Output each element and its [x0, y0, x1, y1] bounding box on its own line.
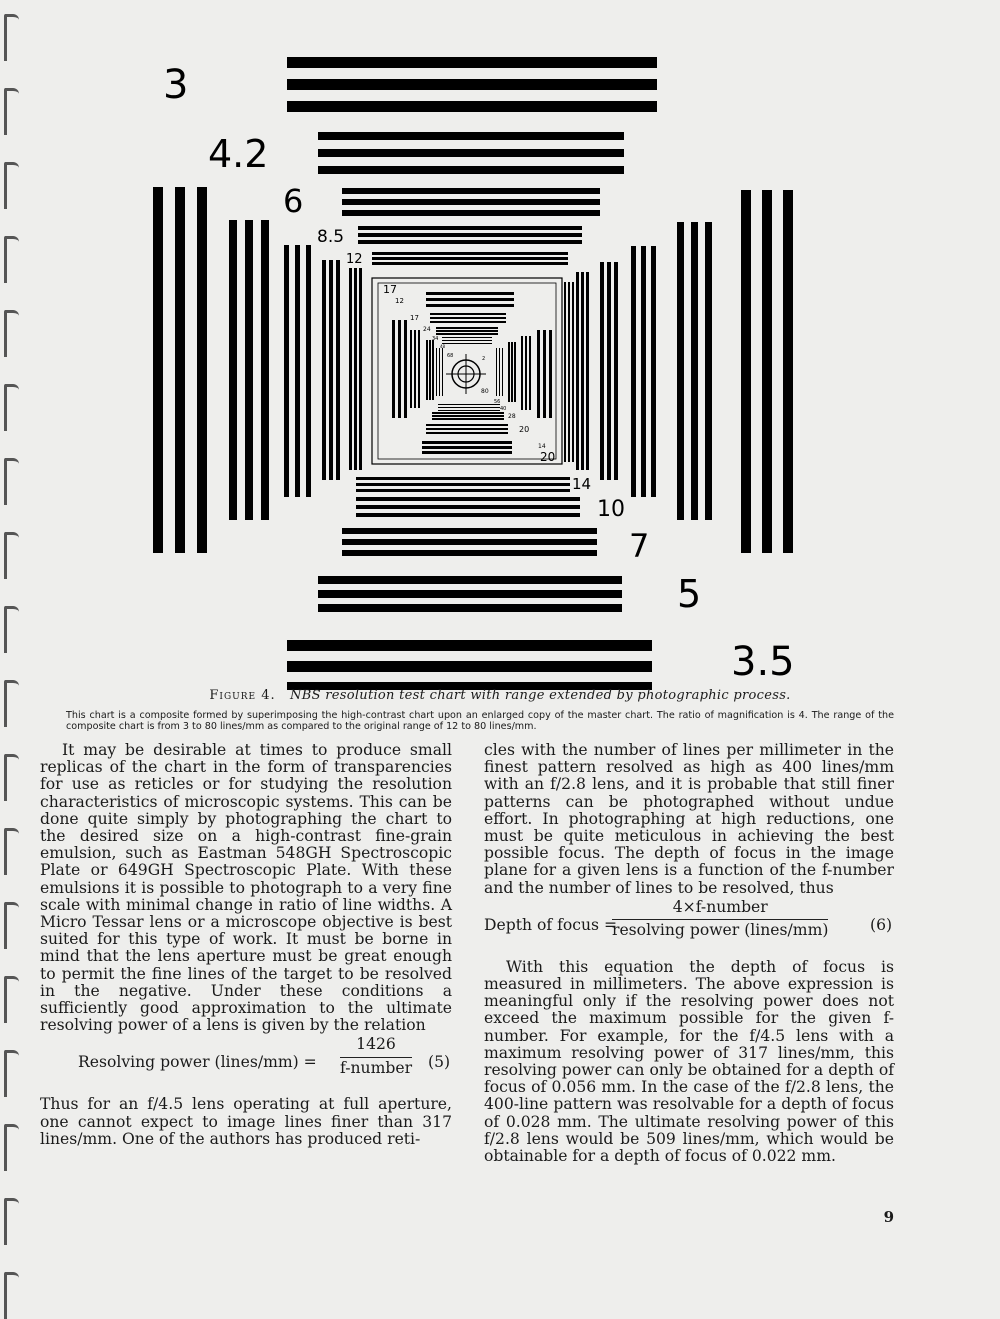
inner-vbar-group-right-34 [508, 342, 510, 402]
inner-vbar-group-left-34 [426, 340, 428, 400]
vbar-group-left-12 [349, 268, 352, 470]
bar-group-5 [318, 590, 622, 598]
bar-group-12 [372, 262, 568, 265]
bar-group-3 [287, 101, 657, 112]
vbar-group-left-4-2 [261, 220, 269, 520]
inner-bar-group-17 [426, 298, 514, 301]
inner-vbar-group-left-24 [418, 330, 420, 408]
binding-ring [4, 754, 19, 801]
bar-group-7 [342, 539, 597, 545]
inner-label-24: 24 [423, 326, 431, 333]
inner-bar-group-14 [422, 451, 512, 454]
inner-bar-group-48 [442, 343, 492, 344]
inner-bar-group-24 [430, 317, 506, 319]
chart-label-5: 5 [677, 572, 702, 616]
bar-group-12 [372, 257, 568, 260]
bar-group-7 [342, 528, 597, 534]
binding-ring [4, 1124, 19, 1171]
inner-bar-group-34 [436, 327, 498, 329]
binding-ring [4, 902, 19, 949]
inner-bar-group-20 [426, 424, 508, 426]
vbar-group-left-12 [359, 268, 362, 470]
inner-label-28: 28 [508, 413, 516, 420]
inner-label-48: 48 [440, 344, 446, 349]
page-number: 9 [883, 1208, 894, 1226]
inner-vbar-group-right-48 [502, 348, 503, 396]
equation-fraction [612, 897, 828, 939]
equation-numerator: 1426 [340, 1034, 412, 1057]
vbar-group-right-5 [705, 222, 712, 520]
inner-bar-group-17 [426, 304, 514, 307]
equation-lhs: Depth of focus = [484, 915, 618, 934]
bar-group-10 [356, 505, 580, 509]
vbar-group-left-8-5 [322, 260, 326, 480]
inner-vbar-group-right-17 [549, 330, 552, 418]
inner-bar-group-28 [432, 412, 504, 414]
equation-denominator: f-number [340, 1058, 413, 1077]
inner-bar-group-24 [430, 321, 506, 323]
binding-ring [4, 976, 19, 1023]
inner-label-17: 17 [383, 283, 397, 296]
bar-group-8-5 [358, 226, 582, 230]
inner-label-20: 20 [519, 425, 530, 434]
inner-vbar-group-right-17 [537, 330, 540, 418]
bar-group-4-2 [318, 166, 624, 174]
inner-vbar-group-right-34 [514, 342, 516, 402]
inner-label-14: 14 [538, 443, 546, 450]
equation-lhs: Resolving power (lines/mm) = [78, 1053, 317, 1072]
bar-group-3-5 [287, 661, 652, 672]
inner-label-40: 40 [500, 406, 507, 412]
inner-vbar-group-right-34 [511, 342, 513, 402]
chart-label-8-5: 8.5 [317, 227, 345, 247]
chart-label-12: 12 [346, 252, 363, 267]
chart-label-7: 7 [629, 527, 650, 565]
figure-title: NBS resolution test chart with range extended by photographic process. [290, 688, 791, 703]
vbar-group-right-10 [614, 262, 618, 480]
vbar-group-left-4-2 [245, 220, 253, 520]
inner-vbar-group-left-17 [398, 320, 401, 418]
body-paragraph: Thus for an f/4.5 lens operating at full aperture, one cannot expect to image lines finer than 317 lines/mm. One of the authors has produced reti- [40, 1095, 452, 1148]
bar-group-3-5 [287, 640, 652, 651]
body-paragraph: cles with the number of lines per millimeter in the finest pattern resolved as high as 400 lines/mm with an f/2.8 lens, and it is probable that still finer patterns can be photographed without undue effort. In photographing at high reductions, one must be quite meticulous in achieving the best possible focus. The depth of focus in the image plane for a given lens is a function of the f-number and the number of lines to be resolved, thus [484, 741, 894, 897]
inner-vbar-group-left-34 [429, 340, 431, 400]
inner-bar-group-20 [426, 428, 508, 430]
inner-label-20b: 20 [540, 450, 556, 464]
equation-number: (5) [428, 1053, 451, 1072]
vbar-group-right-20 [568, 282, 570, 462]
bar-group-8-5 [358, 233, 582, 237]
vbar-group-right-10 [600, 262, 604, 480]
inner-label-34: 34 [432, 336, 439, 342]
vbar-group-right-7 [631, 246, 636, 497]
vbar-group-left-8-5 [329, 260, 333, 480]
inner-label-2: 2 [482, 356, 486, 362]
inner-vbar-group-right-17 [543, 330, 546, 418]
bar-group-4-2 [318, 149, 624, 157]
bar-group-14 [356, 483, 570, 486]
binding-ring [4, 1050, 19, 1097]
inner-vbar-group-right-24 [525, 336, 527, 410]
left-column [40, 742, 452, 1148]
inner-vbar-group-right-24 [529, 336, 531, 410]
vbar-group-right-3-5 [741, 190, 751, 553]
vbar-group-right-10 [607, 262, 611, 480]
figure-caption [60, 688, 940, 703]
inner-bar-group-40 [438, 407, 500, 408]
figure-label: Figure 4. [209, 688, 276, 703]
bar-group-3 [287, 79, 657, 90]
figure-note: This chart is a composite formed by superimposing the high-contrast chart upon an enlarged copy of the master chart. The ratio of magnification is 4. The range of the composite chart is from 3 to 80 lines/mm as compared to the original range of 12 to 80 lines/mm. [66, 710, 894, 732]
inner-label-80: 80 [481, 388, 489, 395]
inner-vbar-group-left-48 [442, 348, 443, 396]
inner-label-56: 56 [494, 399, 501, 405]
equation-number: (6) [870, 915, 893, 934]
inner-label-12: 12 [395, 297, 404, 305]
bar-group-6 [342, 199, 600, 205]
chart-label-14: 14 [572, 475, 592, 493]
bar-group-10 [356, 497, 580, 501]
vbar-group-left-12 [354, 268, 357, 470]
binding-ring [4, 1272, 19, 1319]
equation-fraction [340, 1034, 412, 1076]
inner-bar-group-20 [426, 432, 508, 434]
vbar-group-left-3 [153, 187, 163, 553]
vbar-group-left-6 [306, 245, 311, 497]
inner-bar-group-48 [442, 340, 492, 341]
inner-bar-group-17 [426, 292, 514, 295]
inner-bar-group-34 [436, 333, 498, 335]
equation-numerator: 4×f-number [612, 897, 828, 920]
bar-group-14 [356, 489, 570, 492]
vbar-group-right-5 [677, 222, 684, 520]
inner-vbar-group-right-48 [496, 348, 497, 396]
vbar-group-right-20 [572, 282, 574, 462]
bar-group-8-5 [358, 240, 582, 244]
inner-bar-group-48 [442, 337, 492, 338]
inner-bar-group-28 [432, 418, 504, 420]
inner-bar-group-14 [422, 441, 512, 444]
bar-group-7 [342, 550, 597, 556]
chart-label-4-2: 4.2 [208, 132, 269, 176]
inner-bar-group-34 [436, 330, 498, 332]
inner-vbar-group-right-24 [521, 336, 523, 410]
binding-ring [4, 1198, 19, 1245]
bar-group-5 [318, 576, 622, 584]
vbar-group-left-6 [284, 245, 289, 497]
vbar-group-right-5 [691, 222, 698, 520]
binding-ring [4, 828, 19, 875]
bar-group-10 [356, 513, 580, 517]
equation-denominator: resolving power (lines/mm) [612, 921, 829, 940]
vbar-group-right-7 [651, 246, 656, 497]
vbar-group-right-14 [576, 272, 579, 470]
vbar-group-left-4-2 [229, 220, 237, 520]
inner-vbar-group-left-24 [414, 330, 416, 408]
center-target [446, 354, 486, 394]
inner-vbar-group-left-24 [410, 330, 412, 408]
inner-vbar-group-left-34 [432, 340, 434, 400]
vbar-group-left-3 [175, 187, 185, 553]
bar-group-6 [342, 210, 600, 216]
inner-label-17b: 17 [410, 314, 419, 322]
bar-group-3 [287, 57, 657, 68]
inner-vbar-group-right-48 [499, 348, 500, 396]
chart-label-3-5: 3.5 [731, 639, 795, 685]
inner-bar-group-40 [438, 410, 500, 411]
vbar-group-left-8-5 [336, 260, 340, 480]
right-column [484, 742, 894, 1165]
chart-label-10: 10 [597, 497, 625, 522]
inner-vbar-group-left-17 [404, 320, 407, 418]
vbar-group-right-3-5 [783, 190, 793, 553]
inner-vbar-group-left-48 [439, 348, 440, 396]
body-paragraph: With this equation the depth of focus is measured in millimeters. The above expression is meaningful only if the resolving power does not exceed the maximum possible for the given f-number. For example, for the f/4.5 lens with a maximum resolving power of 317 lines/mm, this resolving power can only be obtained for a depth of focus of 0.056 mm. In the case of the f/2.8 lens, the 400-line pattern was resolvable for a depth of focus of 0.028 mm. The ultimate resolving power of this f/2.8 lens would be 509 lines/mm, which would be obtainable for a depth of focus of 0.022 mm. [484, 957, 894, 1166]
inner-vbar-group-left-17 [392, 320, 395, 418]
bar-group-4-2 [318, 132, 624, 140]
inner-bar-group-28 [432, 415, 504, 417]
vbar-group-right-3-5 [762, 190, 772, 553]
vbar-group-left-6 [295, 245, 300, 497]
equation-6 [484, 897, 894, 959]
inner-bar-group-14 [422, 446, 512, 449]
bar-group-6 [342, 188, 600, 194]
bar-group-5 [318, 604, 622, 612]
inner-vbar-group-left-48 [436, 348, 437, 396]
vbar-group-right-14 [586, 272, 589, 470]
vbar-group-right-14 [581, 272, 584, 470]
equation-5 [40, 1034, 452, 1096]
vbar-group-right-20 [564, 282, 566, 462]
bar-group-12 [372, 252, 568, 255]
inner-bar-group-40 [438, 404, 500, 405]
body-paragraph: It may be desirable at times to produce small replicas of the chart in the form of transparencies for use as reticles or for studying the resolution characteristics of microscopic systems. This can be done quite simply by photographing the chart to the desired size on a high-contrast fine-grain emulsion, such as Eastman 548GH Spectroscopic Plate or 649GH Spectroscopic Plate. With these emulsions it is possible to photograph to a very fine scale with minimal change in ratio of line widths. A Micro Tessar lens or a microscope objective is best suited for this type of work. It must be borne in mind that the lens aperture must be great enough to permit the fine lines of the target to be resolved in the negative. Under these conditions a sufficiently good approximation to the ultimate resolving power of a lens is given by the relation [40, 741, 452, 1035]
inner-label-68: 68 [447, 353, 454, 359]
vbar-group-right-7 [641, 246, 646, 497]
chart-label-3: 3 [163, 62, 189, 108]
vbar-group-left-3 [197, 187, 207, 553]
bar-group-14 [356, 477, 570, 480]
inner-bar-group-24 [430, 313, 506, 315]
chart-label-6: 6 [283, 182, 304, 220]
